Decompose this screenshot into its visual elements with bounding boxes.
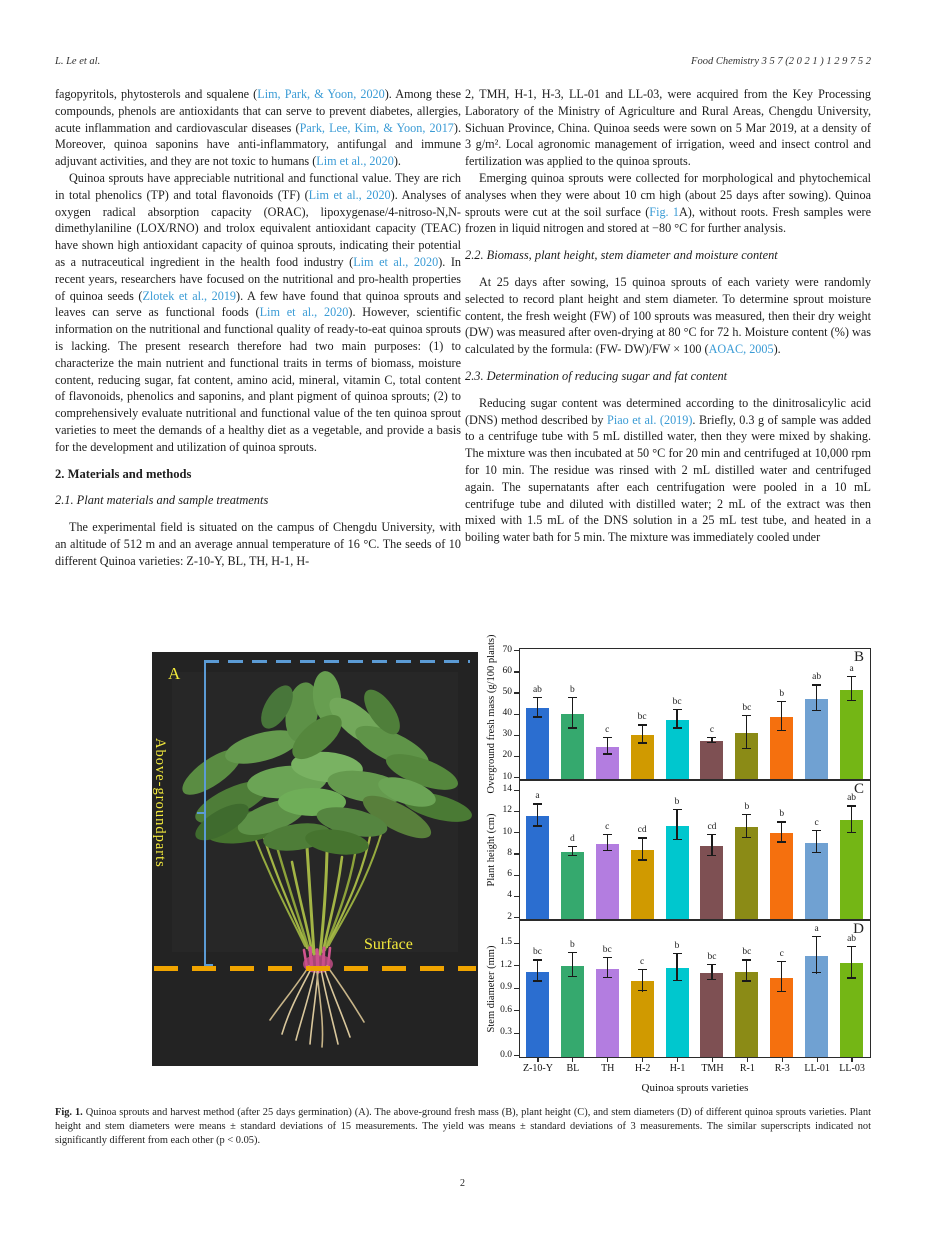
significance-letter: c	[605, 724, 610, 735]
citation-link[interactable]: Lim et al., 2020	[308, 187, 391, 202]
bar-H-2	[631, 981, 654, 1057]
y-tick	[514, 714, 519, 715]
bar-Z-10-Y	[526, 816, 549, 919]
bar-TMH	[700, 846, 723, 919]
error-bar-cap	[603, 957, 612, 958]
y-tick	[514, 1010, 519, 1011]
error-bar	[676, 709, 677, 729]
error-bar-cap	[568, 727, 577, 728]
bar-R-1	[735, 972, 758, 1058]
significance-letter: bc	[637, 712, 647, 723]
bar-TH	[596, 969, 619, 1058]
body-paragraph: fagopyritols, phytosterols and squalene (Lim, Park, & Yoon, 2020). Among these compounds, phenols are antioxidants that can serve to prevent diabetes, allergies, acute inflammation and cardiovascular diseases (Park, Lee, Kim, & Yoon, 2017). Moreover, quinoa saponins have anti-inflammatory, antifungal and immune adjuvant activities, and they are not toxic to humans (Lim et al., 2020).	[55, 87, 461, 169]
error-bar	[746, 959, 747, 982]
significance-letter: b	[674, 940, 680, 951]
error-bar-cap	[673, 727, 682, 728]
x-tick	[537, 1058, 538, 1062]
photo-panel-label: A	[168, 664, 181, 683]
y-tick	[514, 853, 519, 854]
error-bar	[537, 803, 538, 826]
bar-R-3	[770, 833, 793, 919]
x-tick	[607, 1058, 608, 1062]
error-bar-cap	[742, 959, 751, 960]
significance-letter: bc	[742, 947, 752, 958]
chart-panel-b	[519, 648, 871, 780]
y-tick-label: 10	[502, 771, 512, 782]
y-tick-label: 50	[502, 686, 512, 697]
significance-letter: cd	[637, 825, 647, 836]
error-bar	[572, 697, 573, 729]
error-bar	[676, 809, 677, 840]
error-bar	[851, 676, 852, 701]
x-category-label: H-1	[669, 1063, 686, 1074]
chart-panel-d	[519, 920, 871, 1058]
citation-link[interactable]: AOAC, 2005	[708, 342, 774, 357]
significance-letter: cd	[707, 821, 717, 832]
bar-Z-10-Y	[526, 708, 549, 779]
error-bar	[642, 724, 643, 743]
citation-link[interactable]: Fig. 1	[649, 204, 679, 219]
significance-letter: b	[674, 797, 680, 808]
y-axis-label: Overground fresh mass (g/100 plants)	[486, 634, 497, 794]
y-tick	[514, 735, 519, 736]
y-tick	[514, 790, 519, 791]
bar-charts-panel	[483, 634, 873, 1108]
surface-label: Surface	[364, 936, 413, 953]
significance-letter: ab	[847, 793, 857, 804]
bar-TH	[596, 844, 619, 919]
error-bar-cap	[533, 959, 542, 960]
error-bar-cap	[603, 850, 612, 851]
bar-Z-10-Y	[526, 972, 549, 1058]
error-bar-cap	[812, 972, 821, 973]
error-bar	[607, 737, 608, 755]
y-tick	[514, 832, 519, 833]
error-bar-cap	[533, 803, 542, 804]
panel-letter: B	[853, 649, 864, 665]
error-bar-cap	[568, 976, 577, 977]
significance-letter: a	[535, 791, 540, 802]
error-bar-cap	[742, 715, 751, 716]
y-tick-label: 70	[502, 644, 512, 655]
x-tick	[817, 1058, 818, 1062]
significance-letter: bc	[532, 947, 542, 958]
x-tick	[782, 1058, 783, 1062]
section-heading: 2. Materials and methods	[55, 466, 192, 481]
plant-illustration	[152, 652, 478, 1066]
significance-letter: a	[814, 924, 819, 934]
error-bar-cap	[777, 701, 786, 702]
citation-link[interactable]: Lim et al., 2020	[316, 154, 394, 169]
figure-1	[55, 634, 871, 1110]
error-bar-cap	[742, 980, 751, 981]
error-bar	[537, 959, 538, 982]
y-tick-label: 8	[507, 847, 512, 858]
bar-H-1	[666, 968, 689, 1057]
bracket-tick	[197, 812, 205, 814]
bar-R-1	[735, 827, 758, 919]
significance-letter: b	[569, 685, 575, 695]
right-text-column	[465, 86, 871, 546]
error-bar-cap	[533, 697, 542, 698]
citation-link[interactable]: Zlotek et al., 2019	[142, 288, 237, 303]
error-bar-cap	[533, 825, 542, 826]
error-bar-cap	[777, 730, 786, 731]
error-bar-cap	[603, 834, 612, 835]
error-bar-cap	[812, 830, 821, 831]
error-bar-cap	[638, 742, 647, 743]
quinoa-sprouts-photo	[152, 652, 478, 1066]
bar-TMH	[700, 741, 723, 779]
subsection-heading: 2.3. Determination of reducing sugar and fat content	[465, 368, 728, 383]
error-bar-cap	[847, 946, 856, 947]
error-bar	[816, 830, 817, 853]
x-axis-label: Quinoa sprouts varieties	[641, 1082, 749, 1094]
y-tick	[514, 943, 519, 944]
y-tick	[514, 917, 519, 918]
page-number: 2	[460, 1178, 465, 1189]
y-tick	[514, 896, 519, 897]
significance-letter: c	[709, 724, 715, 735]
error-bar-cap	[533, 980, 542, 981]
y-tick-label: 1.2	[500, 959, 512, 970]
error-bar-cap	[777, 841, 786, 842]
bar-LL-03	[840, 690, 863, 779]
figure-caption: Fig. 1. Quinoa sprouts and harvest method (after 25 days germination) (A). The above-ground fresh mass (B), plant height (C), and stem diameters (D) of different quinoa sprouts varieties. Plant height and stem diameters were means ± standard deviations of 15 measurements. The yield was means ± standard deviations of 3 measurements. The similar superscripts indicated not significantly different from each other (p < 0.05).	[55, 1107, 871, 1146]
bar-LL-03	[840, 820, 863, 919]
y-tick	[514, 965, 519, 966]
error-bar	[711, 964, 712, 981]
citation-link[interactable]: Lim et al., 2020	[259, 305, 349, 320]
error-bar-cap	[568, 846, 577, 847]
error-bar-cap	[603, 737, 612, 738]
running-head-journal: Food Chemistry 3 5 7 (2 0 2 1 ) 1 2 9 7 5 2	[691, 56, 871, 67]
significance-letter: b	[569, 939, 575, 950]
body-paragraph: 2, TMH, H-1, H-3, LL-01 and LL-03, were acquired from the Key Processing Laboratory of the Ministry of Agriculture and Rural Areas, Chengdu University, Sichuan Province, China. Quinoa seeds were sown on 5 Mar 2019, at a density of 3 g/m². Local agronomic management of irrigation, weed and insect control and fertilization was applied to the quinoa sprouts.	[465, 87, 871, 169]
x-category-label: BL	[566, 1063, 580, 1074]
error-bar-cap	[742, 837, 751, 838]
significance-letter: bc	[707, 951, 717, 962]
y-tick-label: 6	[507, 869, 512, 880]
chart-panel-c	[519, 780, 871, 920]
y-tick-label: 1.5	[500, 937, 512, 947]
error-bar-cap	[707, 742, 716, 743]
significance-letter: b	[744, 801, 750, 812]
body-paragraph: Quinoa sprouts have appreciable nutritional and functional value. They are rich in total phenolics (TP) and total flavonoids (TF) (Lim et al., 2020). Analyses of oxygen radical absorption capacity (ORAC), lipoxygenase/4-nitroso-N,N- dimethylaniline (LOX/RNO) and trolox equivalent antioxidant capacity (TEAC) have shown high antioxidant capacity of quinoa sprouts, indicating their potential as a nutraceutical ingredient in the health food industry (Lim et al., 2020). In recent years, researchers have focused on the nutritional and pro-health properties of quinoa seeds (Zlotek et al., 2019). A few have found that quinoa sprouts and leaves can serve as functional foods (Lim et al., 2020). However, scientific information on the nutritional and functional quality of ready-to-eat quinoa sprouts is lacking. The present research therefore had two main purposes: (1) to characterize the main nutrient and functional traits in terms of biomass, moisture content, reducing sugar, fat content, amino acid, mineral, vitamin C, total content of flavonoids, phenolics and saponins, and plant pigment of quinoa sprouts; (2) to comprehensively evaluate nutritional and functional value of the ten quinoa sprout varieties to meet the demands of a healthy diet as a vegetable, and provide a basis for the development and utilization of quinoa sprouts.	[55, 170, 462, 454]
x-tick	[642, 1058, 643, 1062]
error-bar-cap	[742, 814, 751, 815]
y-tick	[514, 811, 519, 812]
error-bar	[746, 715, 747, 749]
y-tick-label: 0.3	[500, 1027, 512, 1037]
error-bar-cap	[847, 977, 856, 978]
y-tick	[514, 692, 519, 693]
significance-letter: bc	[602, 945, 612, 955]
y-tick-label: 10	[502, 826, 512, 837]
panel-letter: D	[853, 921, 864, 937]
error-bar-cap	[777, 821, 786, 822]
significance-letter: ab	[532, 684, 542, 695]
error-bar	[746, 814, 747, 838]
error-bar	[642, 837, 643, 860]
bar-TMH	[700, 973, 723, 1057]
error-bar-cap	[812, 936, 821, 937]
citation-link[interactable]: Lim et al., 2020	[353, 254, 439, 269]
y-tick-label: 0.9	[500, 982, 512, 992]
error-bar-cap	[707, 855, 716, 856]
error-bar-cap	[707, 979, 716, 980]
error-bar-cap	[673, 839, 682, 840]
x-category-label: TH	[601, 1063, 615, 1074]
y-tick	[514, 875, 519, 876]
error-bar	[816, 936, 817, 974]
error-bar-cap	[812, 710, 821, 711]
citation-link[interactable]: Park, Lee, Kim, & Yoon, 2017	[299, 120, 454, 135]
above-ground-parts-label: Above-groundparts	[152, 738, 168, 868]
x-tick	[712, 1058, 713, 1062]
significance-letter: b	[779, 809, 785, 820]
error-bar	[781, 701, 782, 732]
bar-BL	[561, 852, 584, 919]
x-category-label: Z-10-Y	[522, 1063, 553, 1074]
subsection-heading: 2.1. Plant materials and sample treatments	[55, 493, 269, 508]
error-bar-cap	[568, 697, 577, 698]
surface-dashed-line	[154, 966, 476, 971]
error-bar-cap	[603, 977, 612, 978]
error-bar-cap	[673, 953, 682, 954]
x-category-label: H-2	[634, 1063, 651, 1074]
citation-link[interactable]: Piao et al. (2019)	[607, 412, 693, 427]
x-tick	[572, 1058, 573, 1062]
error-bar-cap	[812, 852, 821, 853]
significance-letter: b	[779, 688, 785, 699]
error-bar-cap	[568, 855, 577, 856]
citation-link[interactable]: Lim, Park, & Yoon, 2020	[257, 87, 385, 101]
subsection-heading: 2.2. Biomass, plant height, stem diameter and moisture content	[465, 248, 778, 263]
error-bar-cap	[638, 837, 647, 838]
y-axis-label: Plant height (cm)	[486, 813, 497, 887]
y-tick-label: 0.6	[500, 1004, 512, 1015]
body-paragraph: Reducing sugar content was determined according to the dinitrosalicylic acid (DNS) method described by Piao et al. (2019). Briefly, 0.3 g of sample was added to a centrifuge tube with 5 mL distilled water, then they were mixed by shaking. The mixture was then incubated at 50 °C for 20 min and centrifuged at 10,000 rpm for 10 min. The residue was rinsed with 2 mL distilled water and centrifuged again. The supernatants after each centrifugation were pooled in a 10 mL centrifuge tube and diluted with distilled water; 2 mL of the extract was then mixed with 1.5 mL of the DNS solution in a 25 mL test tube, and heated in a boiling water bath for 5 min. The mixture was immediately cooled under	[465, 395, 871, 545]
panel-letter: C	[853, 781, 864, 797]
error-bar-cap	[777, 961, 786, 962]
error-bar-cap	[847, 676, 856, 677]
x-tick	[677, 1058, 678, 1062]
y-axis-label: Stem diameter (mm)	[486, 945, 497, 1033]
error-bar	[851, 805, 852, 833]
significance-letter: c	[640, 957, 645, 967]
error-bar	[816, 684, 817, 711]
significance-letter: bc	[742, 703, 752, 714]
y-tick	[514, 756, 519, 757]
y-tick-label: 60	[502, 665, 512, 676]
y-tick-label: 14	[502, 784, 512, 795]
y-tick-label: 4	[507, 890, 512, 901]
x-category-label: LL-03	[839, 1063, 865, 1074]
x-tick	[851, 1058, 852, 1062]
error-bar	[711, 834, 712, 856]
y-tick	[514, 777, 519, 778]
significance-letter: ab	[812, 672, 822, 683]
error-bar	[537, 697, 538, 718]
bar-BL	[561, 966, 584, 1058]
error-bar-cap	[847, 700, 856, 701]
significance-letter: ab	[847, 933, 857, 944]
error-bar	[851, 946, 852, 979]
error-bar	[781, 821, 782, 842]
error-bar-cap	[638, 990, 647, 991]
error-bar-cap	[812, 684, 821, 685]
error-bar-cap	[533, 716, 542, 717]
error-bar	[676, 953, 677, 982]
error-bar-cap	[603, 753, 612, 754]
error-bar	[781, 961, 782, 993]
bar-LL-01	[805, 843, 828, 919]
x-category-label: TMH	[701, 1063, 724, 1074]
y-tick	[514, 1033, 519, 1034]
y-tick	[514, 650, 519, 651]
y-tick-label: 0.0	[500, 1049, 512, 1060]
error-bar-cap	[777, 991, 786, 992]
body-paragraph: The experimental field is situated on the campus of Chengdu University, with an altitude of 512 m and an average annual temperature of 16 °C. The seeds of 10 different Quinoa varieties: Z-10-Y, BL, TH, H-1, H-	[55, 520, 461, 568]
y-tick-label: 30	[502, 729, 512, 740]
x-category-label: R-1	[739, 1063, 755, 1074]
error-bar-cap	[673, 809, 682, 810]
body-paragraph: At 25 days after sowing, 15 quinoa sprouts of each variety were randomly selected to record plant height and stem diameter. To determine sprout moisture content, the fresh weight (FW) of 100 sprouts was measured, then their dry weight (DW) was measured after oven-drying at 80 °C for 72 h. Moisture content (%) was calculated by the formula: (FW- DW)/FW × 100 (AOAC, 2005).	[465, 274, 871, 357]
error-bar-cap	[847, 832, 856, 833]
y-tick-label: 12	[502, 805, 512, 816]
significance-letter: c	[814, 817, 819, 828]
y-tick	[514, 671, 519, 672]
y-tick-label: 2	[507, 911, 512, 922]
error-bar-cap	[673, 980, 682, 981]
significance-letter: d	[569, 833, 575, 844]
error-bar-cap	[707, 834, 716, 835]
error-bar	[607, 957, 608, 978]
caption-lead: Fig. 1.	[55, 1107, 83, 1118]
running-head-author: L. Le et al.	[55, 56, 101, 67]
error-bar-cap	[568, 952, 577, 953]
error-bar-cap	[707, 737, 716, 738]
significance-letter: bc	[672, 696, 682, 707]
significance-letter: a	[849, 663, 854, 674]
y-tick	[514, 1055, 519, 1056]
error-bar	[572, 952, 573, 978]
error-bar	[642, 969, 643, 992]
y-tick	[514, 988, 519, 989]
error-bar-cap	[673, 709, 682, 710]
error-bar-cap	[638, 969, 647, 970]
x-tick	[747, 1058, 748, 1062]
x-category-label: R-3	[774, 1063, 790, 1074]
y-tick-label: 20	[502, 750, 512, 761]
error-bar-cap	[742, 748, 751, 749]
error-bar-cap	[847, 805, 856, 806]
error-bar	[607, 834, 608, 851]
error-bar-cap	[638, 859, 647, 860]
significance-letter: c	[779, 948, 784, 959]
body-paragraph: Emerging quinoa sprouts were collected for morphological and phytochemical analyses when they were about 10 cm high (about 25 days after sowing). Quinoa sprouts were cut at the soil surface (Fig. 1A), without roots. Fresh samples were frozen in liquid nitrogen and stored at −80 °C for further analysis.	[465, 170, 871, 236]
significance-letter: c	[605, 822, 610, 833]
above-ground-top-dashed-line	[204, 660, 470, 663]
error-bar-cap	[638, 724, 647, 725]
x-category-label: LL-01	[804, 1063, 830, 1074]
left-text-column	[55, 86, 461, 570]
error-bar-cap	[707, 964, 716, 965]
y-tick-label: 40	[502, 708, 512, 719]
